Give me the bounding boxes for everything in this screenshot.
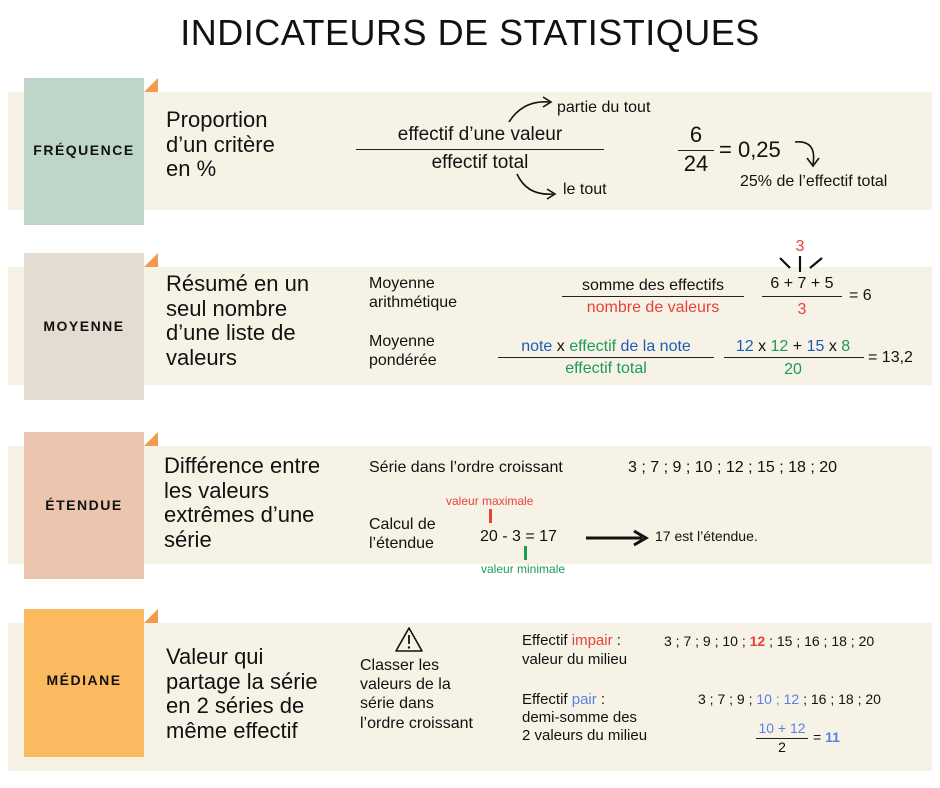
- mediane-definition: Valeur qui partage la série en 2 séries de même effectif: [166, 644, 318, 743]
- arrow-partie-icon: [505, 96, 565, 126]
- min-note: valeur minimale: [481, 562, 566, 576]
- serie-label: Série dans l’ordre croissant: [369, 459, 563, 476]
- arith-ex-numerator: 6 + 7 + 5: [770, 275, 834, 292]
- arith-ex-result: = 6: [849, 287, 872, 304]
- arith-ex-fraction-bar: [762, 296, 842, 297]
- ex-denominator: 24: [683, 151, 709, 176]
- ex-numerator: 6: [689, 122, 703, 147]
- etendue-definition: Différence entre les valeurs extrêmes d’une série: [164, 453, 321, 552]
- impair-label: Effectif impair : valeur du milieu: [522, 632, 628, 668]
- conclusion: 17 est l’étendue.: [655, 528, 758, 544]
- tab-fold: [144, 78, 158, 92]
- tab-fold: [144, 609, 158, 623]
- pond-fraction-bar: [498, 357, 714, 358]
- ex-result: = 0,25: [719, 137, 781, 162]
- pair-numerator: 10 + 12: [758, 720, 806, 736]
- moyenne-label: MOYENNE: [43, 318, 125, 334]
- frequence-label: FRÉQUENCE: [33, 142, 135, 158]
- mediane-label: MÉDIANE: [46, 672, 122, 688]
- frequence-denominator: effectif total: [431, 152, 529, 173]
- pond-ex-result: = 13,2: [868, 349, 913, 366]
- tab-fold: [144, 253, 158, 267]
- pair-result: = 11: [813, 729, 840, 745]
- warning-triangle-icon: [394, 626, 424, 654]
- moyenne-definition: Résumé en un seul nombre d’une liste de valeurs: [166, 271, 310, 370]
- warning-text: Classer les valeurs de la série dans l’ordre croissant: [360, 657, 473, 732]
- pond-numerator: note x effectif de la note: [521, 338, 691, 355]
- right-arrow-icon: [584, 528, 654, 548]
- max-marker: [489, 509, 492, 523]
- pond-ex-denominator: 20: [784, 361, 802, 378]
- ex-note: 25% de l’effectif total: [740, 173, 888, 190]
- serie-values: 3 ; 7 ; 9 ; 10 ; 12 ; 15 ; 18 ; 20: [628, 459, 838, 476]
- min-marker: [524, 546, 527, 560]
- pair-denominator: 2: [778, 739, 786, 755]
- pond-label: Moyenne pondérée: [369, 333, 437, 370]
- curved-arrow-icon: [793, 138, 833, 172]
- arith-fraction-bar: [562, 296, 744, 297]
- calc-label: Calcul de l’étendue: [369, 516, 436, 553]
- impair-serie: 3 ; 7 ; 9 ; 10 ; 12 ; 15 ; 16 ; 18 ; 20: [664, 633, 875, 649]
- note-partie-du-tout: partie du tout: [557, 99, 651, 116]
- count-lines-icon: [776, 254, 826, 276]
- arith-label: Moyenne arithmétique: [369, 275, 458, 312]
- arith-denominator: nombre de valeurs: [586, 299, 720, 316]
- arrow-tout-icon: [515, 172, 565, 202]
- arith-count: 3: [795, 238, 805, 255]
- max-note: valeur maximale: [446, 494, 534, 508]
- pair-label: Effectif pair : demi-somme des 2 valeurs du milieu: [522, 691, 648, 744]
- frequence-numerator: effectif d’une valeur: [397, 124, 563, 145]
- calc-expression: 20 - 3 = 17: [480, 528, 557, 545]
- arith-numerator: somme des effectifs: [582, 277, 724, 294]
- pond-ex-fraction-bar: [724, 357, 864, 358]
- page-title: INDICATEURS DE STATISTIQUES: [180, 12, 760, 53]
- pond-denominator: effectif total: [565, 360, 647, 377]
- arith-ex-denominator: 3: [797, 301, 807, 318]
- tab-fold: [144, 432, 158, 446]
- etendue-label: ÉTENDUE: [45, 497, 123, 513]
- pair-serie: 3 ; 7 ; 9 ; 10 ; 12 ; 16 ; 18 ; 20: [698, 691, 881, 707]
- frequence-definition: Proportion d’un critère en %: [166, 107, 275, 182]
- pond-ex-numerator: 12 x 12 + 15 x 8: [735, 338, 851, 355]
- fraction-bar: [356, 149, 604, 150]
- note-le-tout: le tout: [563, 181, 607, 198]
